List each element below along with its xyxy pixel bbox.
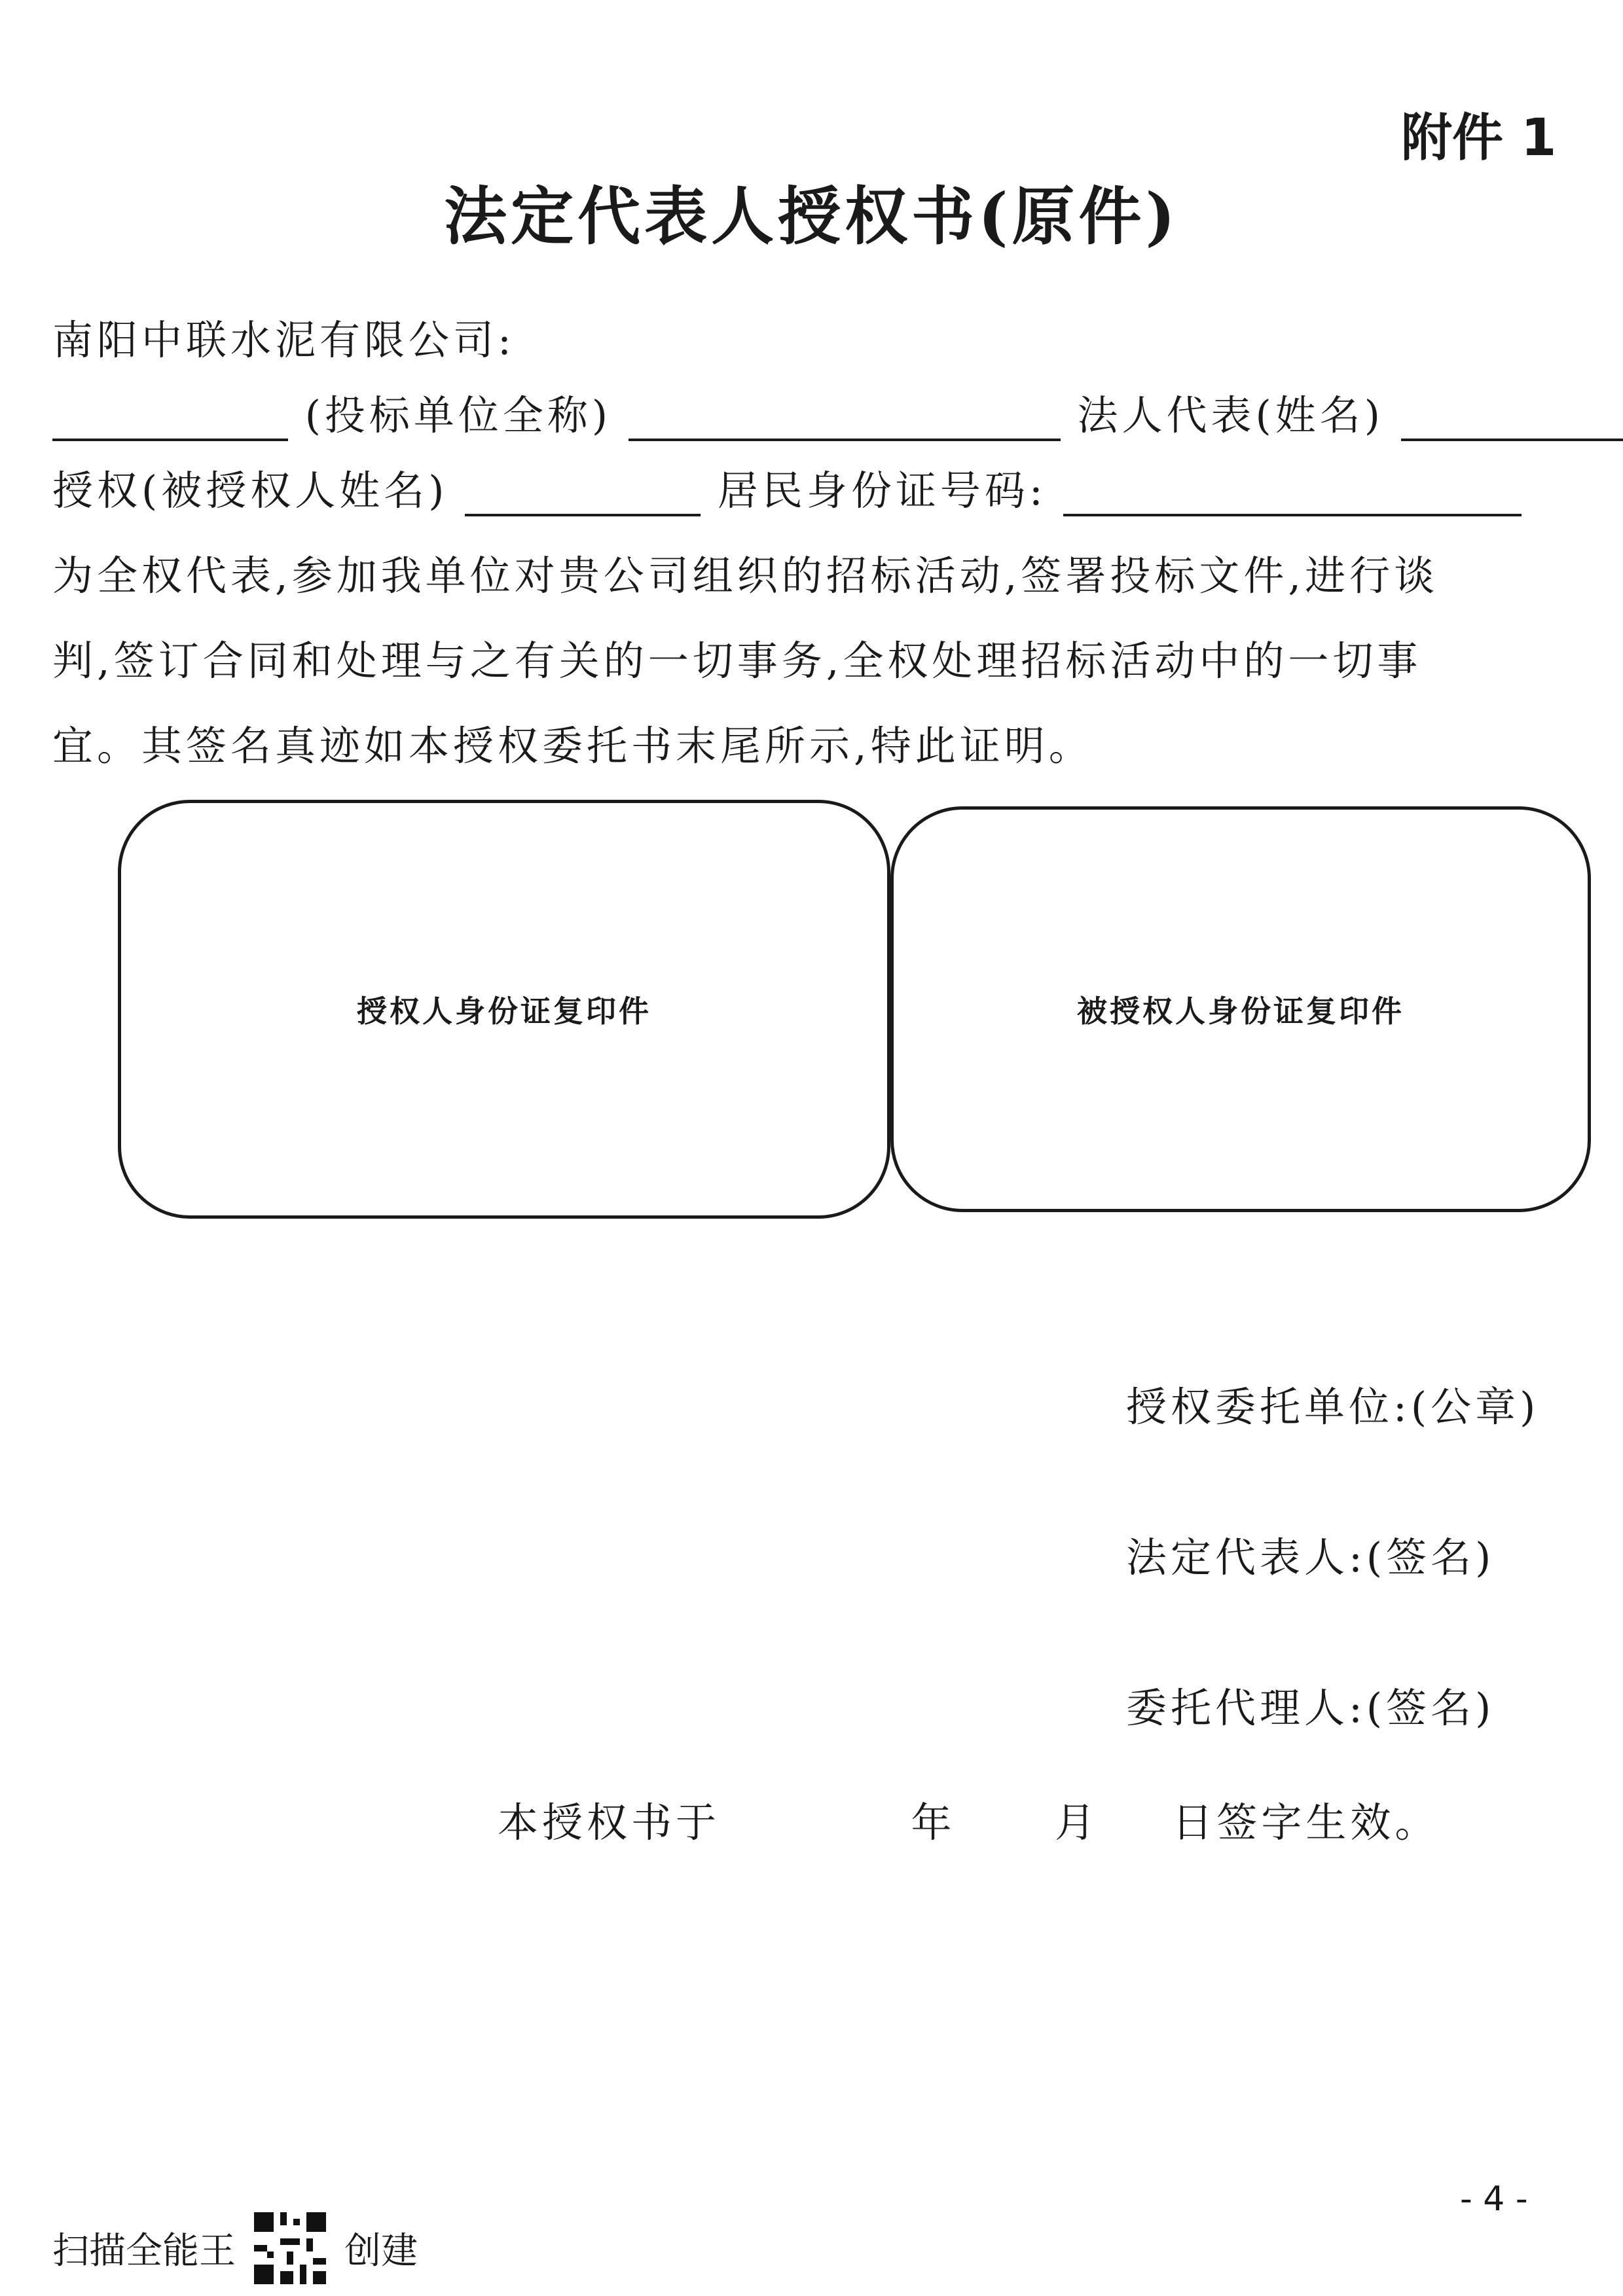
- effective-suffix: 日签字生效。: [1172, 1799, 1440, 1846]
- grantee-id-copy-box: [890, 806, 1591, 1212]
- grantee-id-copy-label: 被授权人身份证复印件: [1077, 994, 1404, 1029]
- bidder-name-blank[interactable]: [52, 399, 288, 441]
- body-line-4: 判,签订合同和处理与之有关的一切事务,全权处理招标活动中的一切事: [52, 637, 1422, 685]
- effective-date-line: [498, 1790, 1439, 1848]
- attachment-label: 附件 1: [1401, 109, 1557, 168]
- legal-rep-name-label: 法人代表(姓名): [1077, 391, 1384, 439]
- body-line-5: 宜。其签名真迹如本授权委托书末尾所示,特此证明。: [52, 722, 1093, 770]
- effective-year: 年: [911, 1799, 956, 1846]
- legal-rep-name-trailing-blank[interactable]: [1401, 399, 1623, 441]
- legal-rep-name-blank[interactable]: [629, 399, 1061, 441]
- qr-code-icon: [254, 2212, 326, 2284]
- body-line-3: 为全权代表,参加我单位对贵公司组织的招标活动,签署投标文件,进行谈: [52, 552, 1439, 600]
- grantee-name-blank[interactable]: [465, 475, 701, 516]
- bidder-name-label: (投标单位全称): [304, 391, 612, 439]
- id-number-blank[interactable]: [1063, 475, 1522, 516]
- recipient-line: 南阳中联水泥有限公司:: [52, 316, 515, 364]
- id-number-label: 居民身份证号码:: [717, 467, 1047, 514]
- grantor-id-copy-label: 授权人身份证复印件: [357, 994, 651, 1029]
- body-line-2: [52, 458, 1522, 516]
- grantee-name-label: 授权(被授权人姓名): [52, 467, 448, 514]
- grantor-id-copy-box: [118, 800, 890, 1219]
- body-line-1: [52, 383, 1623, 441]
- document-title: 法定代表人授权书(原件): [444, 179, 1179, 253]
- footer-app-name: 扫描全能王: [52, 2230, 236, 2272]
- unit-seal-line: 授权委托单位:(公章): [1126, 1383, 1540, 1431]
- effective-month: 月: [1054, 1799, 1099, 1846]
- scan-footer: [52, 2212, 418, 2284]
- agent-signature-line: 委托代理人:(签名): [1126, 1684, 1495, 1732]
- page-number: - 4 -: [1460, 2179, 1528, 2219]
- legal-rep-signature-line: 法定代表人:(签名): [1126, 1534, 1495, 1581]
- effective-prefix: 本授权书于: [498, 1799, 721, 1846]
- footer-created: 创建: [344, 2230, 418, 2272]
